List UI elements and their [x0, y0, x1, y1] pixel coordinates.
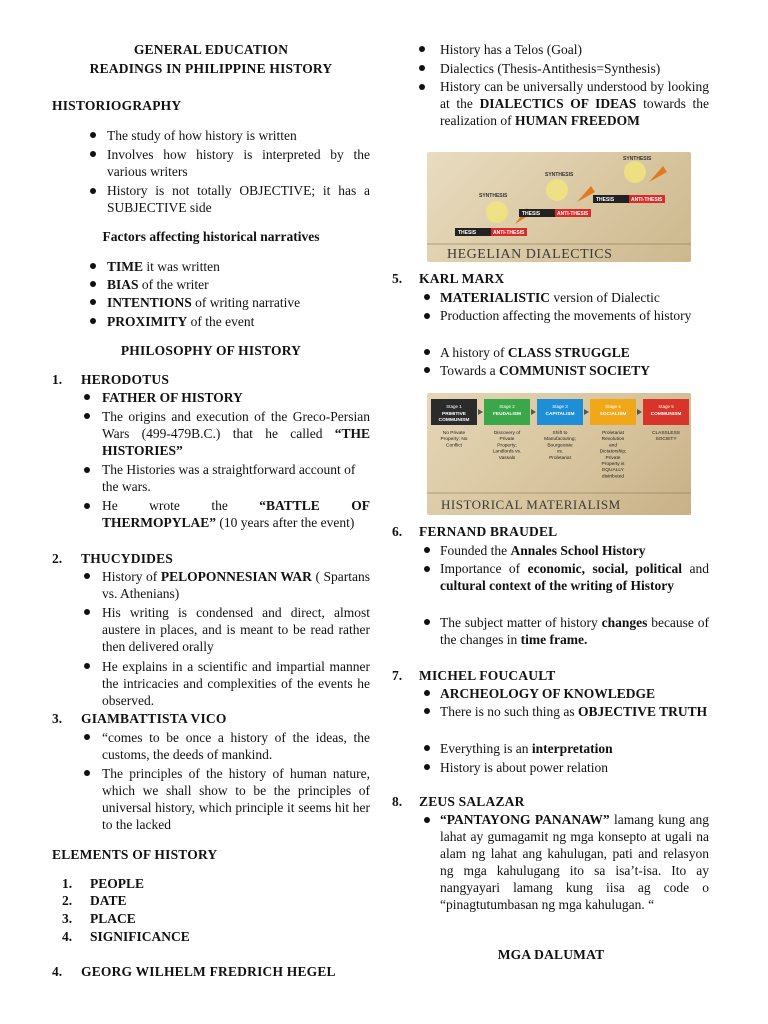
bullet-dot	[424, 547, 430, 553]
stage-name: COMMUNISM	[438, 418, 470, 423]
stage-description: Dictatorship;	[599, 449, 627, 455]
stage-label: Stage 2	[499, 404, 515, 409]
synthesis-label: SYNTHESIS	[479, 193, 508, 199]
antithesis-label: ANTI-THESIS	[631, 197, 663, 203]
bullet-dot	[90, 299, 96, 305]
stage-description: Property is	[601, 462, 625, 467]
marx-point-4: Towards a COMMUNIST SOCIETY	[440, 363, 650, 378]
hegel-number: 4.	[52, 964, 63, 979]
marx-point-2: Production affecting the movements of history	[440, 308, 692, 323]
thesis-label: THESIS	[596, 197, 615, 203]
bulb-icon	[624, 161, 646, 183]
herodotus-name: HERODOTUS	[81, 372, 170, 387]
arrow-icon	[478, 409, 483, 415]
vico-point-2: The principles of the history of human nature, which we shall show to be the principles of universal history, which principle it seems hit her to the lacked	[102, 766, 370, 832]
stage-description: Landlords vs.	[492, 449, 522, 455]
bullet-dot	[424, 349, 430, 355]
braudel-point-1: Founded the Annales School History	[440, 543, 646, 558]
philosophy-heading: PHILOSOPHY OF HISTORY	[120, 343, 302, 358]
stage-description: Manufacturing;	[544, 437, 576, 443]
salazar-name: ZEUS SALAZAR	[419, 794, 525, 809]
stage-label: Stage 5	[658, 404, 674, 409]
stage-label: Stage 1	[446, 404, 462, 409]
historiography-item-2: Involves how history is interpreted by the various writers	[107, 147, 370, 179]
bulb-icon	[486, 201, 508, 223]
herodotus-point-4: He wrote the “BATTLE OF THERMOPYLAE” (10 years after the event)	[102, 498, 370, 530]
historical-materialism-caption: HISTORICAL MATERIALISM	[441, 497, 621, 512]
element-number: 3.	[62, 911, 73, 926]
braudel-point-3: The subject matter of history changes because of the changes in time frame.	[440, 615, 709, 647]
factor-proximity: PROXIMITY of the event	[107, 314, 255, 329]
foucault-point-1: ARCHEOLOGY OF KNOWLEDGE	[440, 686, 656, 701]
thesis-label: THESIS	[458, 230, 477, 236]
hegel-name: GEORG WILHELM FREDRICH HEGEL	[81, 964, 336, 979]
antithesis-label: ANTI-THESIS	[493, 230, 525, 236]
arrow-icon	[584, 409, 589, 415]
factor-intentions: INTENTIONS of writing narrative	[107, 295, 301, 310]
stage-description: Proletariat	[549, 455, 571, 461]
hegelian-dialectics-diagram	[427, 152, 691, 262]
herodotus-number: 1.	[52, 372, 63, 387]
foucault-point-2: There is no such thing as OBJECTIVE TRUTH	[440, 704, 708, 719]
bullet-dot	[90, 281, 96, 287]
bullet-dot	[90, 188, 96, 194]
factor-time: TIME it was written	[107, 259, 220, 274]
element-significance: SIGNIFICANCE	[90, 929, 190, 944]
element-people: PEOPLE	[90, 876, 145, 891]
stage-description: Bourgeoisie	[547, 443, 573, 449]
hegel-point-3: History can be universally understood by looking at the DIALECTICS OF IDEAS towards the realization of HUMAN FREEDOM	[440, 79, 709, 128]
stage-description: Shift to	[552, 431, 568, 436]
antithesis-label: ANTI-THESIS	[557, 211, 589, 217]
bullet-dot	[84, 770, 90, 776]
element-number: 1.	[62, 876, 73, 891]
stage-name: SOCIALISM	[599, 412, 627, 417]
herodotus-point-2: The origins and execution of the Greco-Persian Wars (499-479B.C.) that he called “THE HISTORIES”	[102, 409, 370, 458]
element-number: 4.	[62, 929, 73, 944]
bullet-dot	[84, 734, 90, 740]
elements-heading: ELEMENTS OF HISTORY	[52, 847, 218, 862]
foucault-number: 7.	[392, 668, 403, 683]
historiography-item-3: History is not totally OBJECTIVE; it has a SUBJECTIVE side	[107, 183, 370, 215]
bullet-dot	[84, 503, 90, 509]
bullet-dot	[424, 690, 430, 696]
marx-number: 5.	[392, 271, 403, 286]
hegelian-dialectics-caption: HEGELIAN DIALECTICS	[447, 247, 613, 262]
arrow-icon	[637, 409, 642, 415]
synthesis-label: SYNTHESIS	[623, 156, 652, 162]
stage-description: Conflict	[446, 443, 462, 449]
thesis-label: THESIS	[522, 211, 541, 217]
herodotus-point-3: The Histories was a straightforward account of the wars.	[102, 462, 356, 494]
element-place: PLACE	[90, 911, 136, 926]
bulb-icon	[546, 179, 568, 201]
stage-description: Private	[499, 437, 515, 443]
stage-description: No Private	[442, 431, 466, 436]
marx-name: KARL MARX	[419, 271, 505, 286]
braudel-number: 6.	[392, 524, 403, 539]
herodotus-point-1: FATHER OF HISTORY	[102, 390, 243, 405]
bullet-dot	[90, 263, 96, 269]
doc-title-line2: READINGS IN PHILIPPINE HISTORY	[89, 61, 333, 76]
dalumat-heading: MGA DALUMAT	[497, 947, 605, 962]
stage-description: Revolution	[601, 437, 625, 443]
bullet-dot	[419, 46, 425, 52]
arrow-icon	[649, 166, 667, 182]
stage-label: Stage 4	[605, 404, 621, 409]
stage-name: PRIMITIVE	[442, 412, 466, 417]
stage-description: Proletariat	[602, 431, 624, 436]
vico-point-1: “comes to be once a history of the ideas, the customs, the deeds of mankind.	[102, 730, 370, 762]
salazar-number: 8.	[392, 794, 403, 809]
bullet-dot	[419, 84, 425, 90]
marx-point-3: A history of CLASS STRUGGLE	[440, 345, 630, 360]
arrow-icon	[577, 186, 595, 202]
element-number: 2.	[62, 893, 73, 908]
bullet-dot	[84, 394, 90, 400]
bullet-dot	[84, 413, 90, 419]
bullet-dot	[424, 367, 430, 373]
hegel-point-1: History has a Telos (Goal)	[440, 42, 583, 57]
stage-name: CAPITALISM	[545, 412, 575, 417]
bullet-dot	[424, 566, 430, 572]
factor-bias: BIAS of the writer	[107, 277, 209, 292]
bullet-dot	[90, 318, 96, 324]
bullet-dot	[424, 745, 430, 751]
braudel-name: FERNAND BRAUDEL	[419, 524, 558, 539]
foucault-point-4: History is about power relation	[440, 760, 608, 775]
bullet-dot	[90, 151, 96, 157]
stage-description: Private	[605, 455, 621, 461]
bullet-dot	[419, 65, 425, 71]
synthesis-label: SYNTHESIS	[545, 172, 574, 178]
stage-description: Discovery of	[493, 431, 521, 436]
hegel-point-2: Dialectics (Thesis-Antithesis=Synthesis)	[440, 61, 661, 76]
braudel-point-2: Importance of economic, social, political and cultural context of the writing of History	[440, 561, 709, 593]
thucydides-point-1: History of PELOPONNESIAN WAR ( Spartans vs. Athenians)	[102, 569, 370, 601]
bullet-dot	[424, 764, 430, 770]
hegelian-dialectics-image	[427, 152, 691, 262]
vico-number: 3.	[52, 711, 63, 726]
arrow-icon	[531, 409, 536, 415]
element-date: DATE	[90, 893, 127, 908]
historical-materialism-image	[427, 393, 691, 515]
stage-description: distributed	[601, 474, 625, 480]
salazar-point-1: “PANTAYONG PANANAW” lamang kung ang lahat ay gumagamit ng mga konsepto at ugali na alam ng lahat ang kahulugan, pati and relasyon ng mga kahulugang ito sa isa’t-isa. Ito ay nangyayari lamang kung iisa ag code o “pinagtutumbasan ng mga kahulugan. “	[440, 812, 710, 912]
thucydides-number: 2.	[52, 551, 63, 566]
stage-description: Property; No	[440, 437, 468, 443]
bullet-dot	[424, 294, 430, 300]
stage-name: COMMUNISM	[650, 412, 682, 417]
stage-name: FEUDALISM	[493, 412, 521, 417]
thucydides-point-3: He explains in a scientific and impartial manner the intricacies and complexities of the events he observed.	[102, 659, 370, 708]
marx-point-1: MATERIALISTIC version of Dialectic	[440, 290, 660, 305]
vico-name: GIAMBATTISTA VICO	[81, 711, 227, 726]
historiography-heading: HISTORIOGRAPHY	[52, 98, 182, 113]
bullet-dot	[84, 609, 90, 615]
factors-heading: Factors affecting historical narratives	[102, 229, 320, 244]
foucault-name: MICHEL FOUCAULT	[419, 668, 556, 683]
bullet-dot	[424, 817, 430, 823]
bullet-dot	[424, 619, 430, 625]
stage-description: Property;	[497, 443, 517, 449]
stage-description: vs.	[556, 449, 564, 455]
foucault-point-3: Everything is an interpretation	[440, 741, 613, 756]
stage-description: Vassals	[498, 455, 516, 461]
thucydides-name: THUCYDIDES	[81, 551, 174, 566]
bullet-dot	[84, 467, 90, 473]
doc-title-line1: GENERAL EDUCATION	[133, 42, 289, 57]
thucydides-point-2: His writing is condensed and direct, almost austere in places, and is meant to be read rather then delivered orally	[102, 605, 370, 654]
bullet-dot	[84, 663, 90, 669]
stage-label: Stage 3	[552, 404, 568, 409]
bullet-dot	[424, 313, 430, 319]
stage-description: and	[608, 443, 618, 449]
historical-materialism-diagram	[427, 393, 691, 515]
bullet-dot	[424, 708, 430, 714]
bullet-dot	[84, 573, 90, 579]
stage-description: SOCIETY	[655, 437, 677, 443]
bullet-dot	[90, 132, 96, 138]
stage-description: CLASSLESS	[652, 431, 680, 436]
historiography-item-1: The study of how history is written	[107, 128, 297, 143]
stage-description: EQUALLY	[602, 468, 624, 474]
